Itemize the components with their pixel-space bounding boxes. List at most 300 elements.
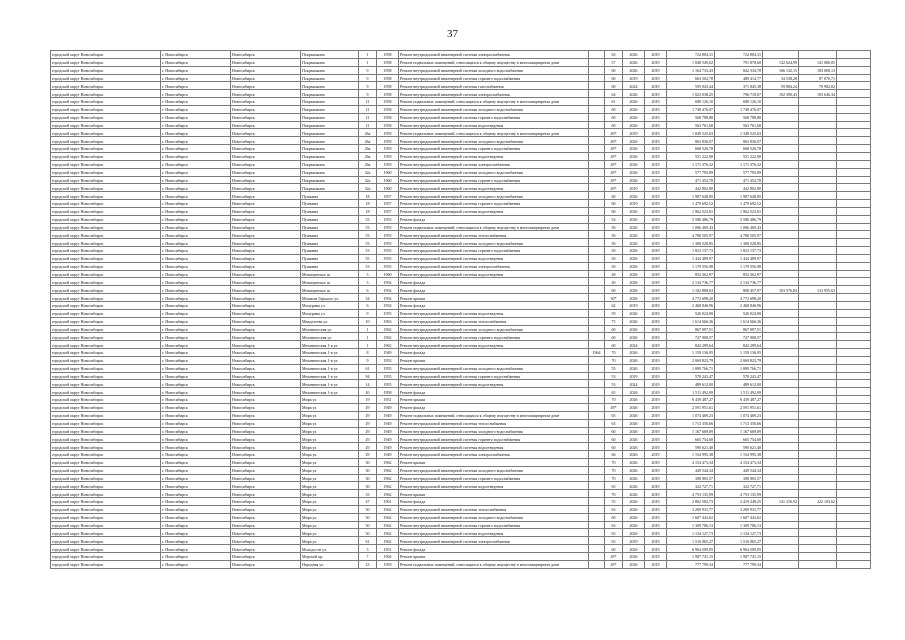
cell-house-number: 34 bbox=[359, 294, 377, 302]
cell-extra-amount bbox=[837, 215, 871, 223]
cell-house-number: 94 bbox=[359, 372, 377, 380]
cell-owner-amount bbox=[799, 443, 837, 451]
table-row bbox=[51, 349, 871, 357]
cell-work-type: Ремонт фасада bbox=[399, 388, 589, 396]
cell-street: Покрышкина bbox=[301, 176, 359, 184]
cell-reconstruction-year bbox=[589, 121, 605, 129]
cell-house-number: 26а bbox=[359, 160, 377, 168]
cell-total-cost: 852 362,97 bbox=[667, 270, 715, 278]
cell-fund-amount: 842 334,78 bbox=[715, 66, 763, 74]
cell-work-type: Ремонт внутридомовой инженерной системы холодного водоснабжения bbox=[399, 239, 589, 247]
cell-extra-amount bbox=[837, 380, 871, 388]
cell-work-type: Ремонт внутридомовой инженерной системы водоотведения bbox=[399, 443, 589, 451]
cell-house-number: 30 bbox=[359, 458, 377, 466]
cell-reconstruction-year bbox=[589, 247, 605, 255]
cell-house-number: 29 bbox=[359, 435, 377, 443]
cell-build-year: 1954 bbox=[377, 302, 399, 310]
cell-house-number: 20 bbox=[359, 388, 377, 396]
cell-owner-amount: 141 086,05 bbox=[799, 58, 837, 66]
cell-fact-year: 2019 bbox=[645, 66, 667, 74]
cell-fund-amount: 1 159 136,95 bbox=[715, 349, 763, 357]
cell-build-year: 1951 bbox=[377, 545, 399, 553]
cell-municipality: городской округ Новосибирск bbox=[51, 325, 161, 333]
cell-settlement: г. Новосибирск bbox=[161, 74, 231, 82]
cell-house-number: 47 bbox=[359, 498, 377, 506]
cell-reconstruction-year bbox=[589, 364, 605, 372]
cell-wear-percent: 54 bbox=[605, 215, 623, 223]
cell-wear-percent: 60 bbox=[605, 427, 623, 435]
cell-municipality: городской округ Новосибирск bbox=[51, 427, 161, 435]
cell-total-cost: 1 713 356,66 bbox=[667, 419, 715, 427]
cell-build-year: 1955 bbox=[377, 239, 399, 247]
cell-house-number: 3 bbox=[359, 545, 377, 553]
cell-total-cost: 1 159 136,95 bbox=[667, 349, 715, 357]
cell-fact-year: 2019 bbox=[645, 309, 667, 317]
cell-budget-amount: 166 132,15 bbox=[763, 66, 799, 74]
cell-budget-amount bbox=[763, 505, 799, 513]
cell-wear-percent: 60 bbox=[605, 82, 623, 90]
cell-work-type: Ремонт внутридомовой инженерной системы теплоснабжения bbox=[399, 505, 589, 513]
cell-wear-percent: 55 bbox=[605, 364, 623, 372]
cell-street: Пушкина bbox=[301, 254, 359, 262]
cell-street: Мира ул. bbox=[301, 396, 359, 404]
cell-settlement: г. Новосибирск bbox=[161, 553, 231, 561]
cell-plan-year: 2026 bbox=[623, 90, 645, 98]
table-row bbox=[51, 380, 871, 388]
cell-settlement: г. Новосибирск bbox=[161, 411, 231, 419]
cell-plan-year: 2024 bbox=[623, 82, 645, 90]
cell-reconstruction-year bbox=[589, 443, 605, 451]
cell-extra-amount bbox=[837, 482, 871, 490]
cell-total-cost: 1 179 556,98 bbox=[667, 262, 715, 270]
cell-owner-amount bbox=[799, 168, 837, 176]
cell-reconstruction-year bbox=[589, 278, 605, 286]
cell-plan-year: 2019 bbox=[623, 200, 645, 208]
cell-build-year: 1960 bbox=[377, 168, 399, 176]
cell-build-year: 1958 bbox=[377, 82, 399, 90]
cell-street: Механическая 1-я ул. bbox=[301, 364, 359, 372]
cell-extra-amount bbox=[837, 152, 871, 160]
cell-extra-amount bbox=[837, 184, 871, 192]
cell-budget-amount bbox=[763, 356, 799, 364]
cell-plan-year: 2026 bbox=[623, 121, 645, 129]
cell-owner-amount bbox=[799, 137, 837, 145]
cell-build-year: 1955 bbox=[377, 364, 399, 372]
cell-total-cost: 1 300 528,85 bbox=[667, 239, 715, 247]
cell-wear-percent: 70 bbox=[605, 458, 623, 466]
cell-city: Новосибирск bbox=[231, 192, 301, 200]
cell-reconstruction-year bbox=[589, 309, 605, 317]
cell-street: Механическая 1-я ул. bbox=[301, 372, 359, 380]
cell-build-year: 1949 bbox=[377, 349, 399, 357]
cell-work-type: Ремонт крыши bbox=[399, 396, 589, 404]
cell-work-type: Ремонт внутридомовой инженерной системы холодного водоснабжения bbox=[399, 192, 589, 200]
cell-fund-amount: 1 300 528,85 bbox=[715, 239, 763, 247]
cell-budget-amount bbox=[763, 388, 799, 396]
cell-wear-percent: 60 bbox=[605, 545, 623, 553]
cell-settlement: г. Новосибирск bbox=[161, 66, 231, 74]
cell-fund-amount: 563 761,68 bbox=[715, 121, 763, 129]
cell-wear-percent: 49* bbox=[605, 176, 623, 184]
cell-plan-year: 2026 bbox=[623, 317, 645, 325]
cell-work-type: Ремонт внутридомовой инженерной системы водоотведения bbox=[399, 341, 589, 349]
table-row bbox=[51, 529, 871, 537]
cell-house-number: 29 bbox=[359, 411, 377, 419]
cell-work-type: Ремонт внутридомовой инженерной системы горячего водоснабжения bbox=[399, 435, 589, 443]
cell-owner-amount bbox=[799, 309, 837, 317]
cell-plan-year: 2026 bbox=[623, 513, 645, 521]
cell-plan-year: 2026 bbox=[623, 466, 645, 474]
table-row bbox=[51, 396, 871, 404]
cell-work-type: Ремонт внутридомовой инженерной системы водоотведения bbox=[399, 270, 589, 278]
cell-settlement: г. Новосибирск bbox=[161, 145, 231, 153]
cell-build-year: 1949 bbox=[377, 411, 399, 419]
cell-fact-year: 2019 bbox=[645, 223, 667, 231]
cell-municipality: городской округ Новосибирск bbox=[51, 239, 161, 247]
cell-municipality: городской округ Новосибирск bbox=[51, 58, 161, 66]
cell-fund-amount: 4 753 135,99 bbox=[715, 490, 763, 498]
cell-owner-amount: 222 103,62 bbox=[799, 498, 837, 506]
cell-plan-year: 2026 bbox=[623, 113, 645, 121]
cell-fund-amount: 398 805,57 bbox=[715, 474, 763, 482]
cell-fact-year: 2019 bbox=[645, 403, 667, 411]
cell-total-cost: 489 612,00 bbox=[667, 380, 715, 388]
cell-street: Покрышкина bbox=[301, 160, 359, 168]
cell-fund-amount: 1 179 556,98 bbox=[715, 262, 763, 270]
cell-budget-amount bbox=[763, 474, 799, 482]
cell-budget-amount bbox=[763, 113, 799, 121]
table-row bbox=[51, 560, 871, 568]
cell-build-year: 1955 bbox=[377, 231, 399, 239]
cell-street: Покрышкина bbox=[301, 129, 359, 137]
cell-fund-amount: 551 222,90 bbox=[715, 152, 763, 160]
cell-fact-year: 2019 bbox=[645, 192, 667, 200]
cell-house-number: 61 bbox=[359, 364, 377, 372]
table-row bbox=[51, 278, 871, 286]
cell-settlement: г. Новосибирск bbox=[161, 215, 231, 223]
cell-city: Новосибирск bbox=[231, 51, 301, 59]
cell-fund-amount: 668 520,78 bbox=[715, 145, 763, 153]
cell-city: Новосибирск bbox=[231, 545, 301, 553]
cell-house-number: 1 bbox=[359, 51, 377, 59]
cell-plan-year: 2026 bbox=[623, 482, 645, 490]
cell-fund-amount: 489 612,00 bbox=[715, 380, 763, 388]
cell-extra-amount bbox=[837, 121, 871, 129]
cell-build-year: 1962 bbox=[377, 513, 399, 521]
cell-extra-amount bbox=[837, 443, 871, 451]
table-row bbox=[51, 121, 871, 129]
cell-house-number: 11 bbox=[359, 121, 377, 129]
cell-budget-amount bbox=[763, 239, 799, 247]
cell-reconstruction-year bbox=[589, 90, 605, 98]
cell-budget-amount bbox=[763, 349, 799, 357]
cell-work-type: Ремонт внутридомовой инженерной системы теплоснабжения bbox=[399, 419, 589, 427]
cell-street: Мира ул. bbox=[301, 474, 359, 482]
cell-street: Мира ул. bbox=[301, 482, 359, 490]
cell-extra-amount bbox=[837, 168, 871, 176]
cell-fact-year: 2019 bbox=[645, 364, 667, 372]
table-row bbox=[51, 152, 871, 160]
cell-wear-percent: 62 bbox=[605, 302, 623, 310]
cell-build-year: 1958 bbox=[377, 51, 399, 59]
cell-owner-amount bbox=[799, 341, 837, 349]
cell-municipality: городской округ Новосибирск bbox=[51, 553, 161, 561]
cell-work-type: Ремонт фасада bbox=[399, 403, 589, 411]
cell-settlement: г. Новосибирск bbox=[161, 231, 231, 239]
cell-plan-year: 2026 bbox=[623, 419, 645, 427]
table-row bbox=[51, 247, 871, 255]
cell-house-number: 33 bbox=[359, 490, 377, 498]
cell-reconstruction-year bbox=[589, 51, 605, 59]
cell-build-year: 1962 bbox=[377, 466, 399, 474]
cell-city: Новосибирск bbox=[231, 388, 301, 396]
cell-total-cost: 863 836,97 bbox=[667, 137, 715, 145]
cell-plan-year: 2026 bbox=[623, 490, 645, 498]
cell-settlement: г. Новосибирск bbox=[161, 239, 231, 247]
cell-extra-amount bbox=[837, 278, 871, 286]
cell-build-year: 1959 bbox=[377, 152, 399, 160]
table-row bbox=[51, 364, 871, 372]
cell-total-cost: 1 823 137,73 bbox=[667, 247, 715, 255]
table-row bbox=[51, 341, 871, 349]
cell-city: Новосибирск bbox=[231, 419, 301, 427]
cell-owner-amount bbox=[799, 145, 837, 153]
cell-work-type: Ремонт крыши bbox=[399, 553, 589, 561]
cell-owner-amount bbox=[799, 278, 837, 286]
cell-street: Покрышкина bbox=[301, 90, 359, 98]
cell-house-number: 50 bbox=[359, 521, 377, 529]
cell-house-number: 3 bbox=[359, 270, 377, 278]
cell-settlement: г. Новосибирск bbox=[161, 105, 231, 113]
cell-wear-percent: 49* bbox=[605, 160, 623, 168]
cell-street: Пушкина bbox=[301, 215, 359, 223]
cell-fund-amount: 442 802,90 bbox=[715, 184, 763, 192]
cell-municipality: городской округ Новосибирск bbox=[51, 466, 161, 474]
cell-extra-amount bbox=[837, 223, 871, 231]
cell-plan-year: 2026 bbox=[623, 545, 645, 553]
cell-settlement: г. Новосибирск bbox=[161, 294, 231, 302]
cell-budget-amount bbox=[763, 152, 799, 160]
cell-wear-percent: 48 bbox=[605, 270, 623, 278]
cell-build-year: 1962 bbox=[377, 537, 399, 545]
cell-house-number: 53 bbox=[359, 223, 377, 231]
cell-owner-amount bbox=[799, 325, 837, 333]
cell-reconstruction-year bbox=[589, 403, 605, 411]
cell-total-cost: 577 795,89 bbox=[667, 168, 715, 176]
cell-reconstruction-year bbox=[589, 427, 605, 435]
cell-city: Новосибирск bbox=[231, 451, 301, 459]
cell-settlement: г. Новосибирск bbox=[161, 356, 231, 364]
cell-work-type: Ремонт внутридомовой инженерной системы холодного водоснабжения bbox=[399, 66, 589, 74]
cell-fact-year: 2019 bbox=[645, 427, 667, 435]
cell-fact-year: 2019 bbox=[645, 184, 667, 192]
cell-street: Пушкина bbox=[301, 262, 359, 270]
cell-house-number: 9 bbox=[359, 74, 377, 82]
cell-build-year: 1955 bbox=[377, 215, 399, 223]
cell-municipality: городской округ Новосибирск bbox=[51, 223, 161, 231]
cell-fund-amount: 471 452,78 bbox=[715, 176, 763, 184]
cell-wear-percent: 49* bbox=[605, 553, 623, 561]
cell-house-number: 8 bbox=[359, 349, 377, 357]
cell-plan-year: 2026 bbox=[623, 474, 645, 482]
cell-fact-year: 2019 bbox=[645, 231, 667, 239]
table-row bbox=[51, 419, 871, 427]
cell-reconstruction-year bbox=[589, 341, 605, 349]
cell-fund-amount: 371 845,38 bbox=[715, 82, 763, 90]
table-row bbox=[51, 137, 871, 145]
cell-build-year: 1958 bbox=[377, 98, 399, 106]
cell-fund-amount: 1 066 469,43 bbox=[715, 223, 763, 231]
cell-settlement: г. Новосибирск bbox=[161, 403, 231, 411]
cell-city: Новосибирск bbox=[231, 341, 301, 349]
cell-municipality: городской округ Новосибирск bbox=[51, 192, 161, 200]
cell-budget-amount: 102 390,43 bbox=[763, 90, 799, 98]
cell-owner-amount bbox=[799, 411, 837, 419]
table-row bbox=[51, 98, 871, 106]
cell-build-year: 1958 bbox=[377, 58, 399, 66]
cell-fact-year: 2019 bbox=[645, 466, 667, 474]
cell-owner-amount: 103 646,34 bbox=[799, 90, 837, 98]
cell-wear-percent: 70 bbox=[605, 356, 623, 364]
cell-fund-amount: 863 836,97 bbox=[715, 137, 763, 145]
cell-street: Пушкина bbox=[301, 247, 359, 255]
table-row bbox=[51, 262, 871, 270]
cell-budget-amount bbox=[763, 411, 799, 419]
cell-street: Покрышкина bbox=[301, 98, 359, 106]
cell-fact-year: 2019 bbox=[645, 98, 667, 106]
cell-reconstruction-year bbox=[589, 537, 605, 545]
cell-budget-amount bbox=[763, 435, 799, 443]
cell-build-year: 1955 bbox=[377, 380, 399, 388]
cell-extra-amount bbox=[837, 270, 871, 278]
cell-fund-amount: 2 069 823,79 bbox=[715, 356, 763, 364]
cell-budget-amount bbox=[763, 98, 799, 106]
cell-work-type: Ремонт подвальных помещений, относящихся к общему имуществу в многоквартирном доме bbox=[399, 129, 589, 137]
cell-fact-year: 2019 bbox=[645, 200, 667, 208]
cell-reconstruction-year bbox=[589, 254, 605, 262]
cell-street: Покрышкина bbox=[301, 51, 359, 59]
cell-work-type: Ремонт внутридомовой инженерной системы горячего водоснабжения bbox=[399, 521, 589, 529]
cell-budget-amount bbox=[763, 247, 799, 255]
cell-city: Новосибирск bbox=[231, 286, 301, 294]
cell-work-type: Ремонт внутридомовой инженерной системы холодного водоснабжения bbox=[399, 105, 589, 113]
cell-owner-amount bbox=[799, 435, 837, 443]
cell-fund-amount: 4 780 505,97 bbox=[715, 231, 763, 239]
cell-municipality: городской округ Новосибирск bbox=[51, 356, 161, 364]
cell-street: Покрышкина bbox=[301, 113, 359, 121]
cell-city: Новосибирск bbox=[231, 90, 301, 98]
table-row bbox=[51, 215, 871, 223]
table-row bbox=[51, 443, 871, 451]
table-row bbox=[51, 145, 871, 153]
cell-house-number: 30 bbox=[359, 466, 377, 474]
cell-city: Новосибирск bbox=[231, 231, 301, 239]
cell-plan-year: 2019 bbox=[623, 74, 645, 82]
cell-municipality: городской округ Новосибирск bbox=[51, 168, 161, 176]
cell-municipality: городской округ Новосибирск bbox=[51, 396, 161, 404]
cell-owner-amount bbox=[799, 372, 837, 380]
cell-city: Новосибирск bbox=[231, 137, 301, 145]
cell-fact-year: 2019 bbox=[645, 443, 667, 451]
cell-work-type: Ремонт внутридомовой инженерной системы водоотведения bbox=[399, 529, 589, 537]
cell-extra-amount bbox=[837, 325, 871, 333]
cell-build-year: 1960 bbox=[377, 184, 399, 192]
cell-budget-amount bbox=[763, 51, 799, 59]
cell-owner-amount bbox=[799, 98, 837, 106]
cell-extra-amount bbox=[837, 537, 871, 545]
cell-wear-percent: 50 bbox=[605, 254, 623, 262]
cell-extra-amount bbox=[837, 403, 871, 411]
cell-work-type: Ремонт крыши bbox=[399, 490, 589, 498]
cell-plan-year: 2026 bbox=[623, 333, 645, 341]
cell-build-year: 1959 bbox=[377, 145, 399, 153]
cell-total-cost: 663 502,78 bbox=[667, 74, 715, 82]
cell-budget-amount bbox=[763, 403, 799, 411]
cell-settlement: г. Новосибирск bbox=[161, 184, 231, 192]
cell-plan-year: 2019 bbox=[623, 302, 645, 310]
cell-wear-percent: 60 bbox=[605, 192, 623, 200]
cell-settlement: г. Новосибирск bbox=[161, 419, 231, 427]
cell-city: Новосибирск bbox=[231, 98, 301, 106]
cell-build-year: 1958 bbox=[377, 105, 399, 113]
cell-municipality: городской округ Новосибирск bbox=[51, 145, 161, 153]
cell-owner-amount bbox=[799, 200, 837, 208]
cell-budget-amount: 59 884,24 bbox=[763, 82, 799, 90]
cell-budget-amount bbox=[763, 317, 799, 325]
cell-municipality: городской округ Новосибирск bbox=[51, 90, 161, 98]
table-body bbox=[51, 51, 871, 569]
cell-budget-amount bbox=[763, 121, 799, 129]
cell-owner-amount bbox=[799, 223, 837, 231]
cell-settlement: г. Новосибирск bbox=[161, 325, 231, 333]
cell-plan-year: 2026 bbox=[623, 427, 645, 435]
cell-budget-amount bbox=[763, 341, 799, 349]
table-row bbox=[51, 317, 871, 325]
cell-budget-amount bbox=[763, 137, 799, 145]
cell-street: Народная ул. bbox=[301, 560, 359, 568]
table-row bbox=[51, 482, 871, 490]
cell-total-cost: 2 134 736,77 bbox=[667, 278, 715, 286]
cell-budget-amount bbox=[763, 325, 799, 333]
cell-reconstruction-year bbox=[589, 105, 605, 113]
cell-fact-year: 2019 bbox=[645, 207, 667, 215]
cell-extra-amount bbox=[837, 349, 871, 357]
cell-plan-year: 2026 bbox=[623, 451, 645, 459]
cell-fact-year: 2019 bbox=[645, 247, 667, 255]
cell-fact-year: 2019 bbox=[645, 435, 667, 443]
cell-municipality: городской округ Новосибирск bbox=[51, 105, 161, 113]
table-row bbox=[51, 90, 871, 98]
cell-wear-percent: 60 bbox=[605, 113, 623, 121]
table-row bbox=[51, 333, 871, 341]
cell-build-year: 1958 bbox=[377, 74, 399, 82]
cell-street: Покрышкина bbox=[301, 152, 359, 160]
cell-fund-amount: 590 621,40 bbox=[715, 443, 763, 451]
cell-house-number: 32а bbox=[359, 184, 377, 192]
cell-extra-amount bbox=[837, 105, 871, 113]
cell-budget-amount bbox=[763, 302, 799, 310]
cell-total-cost: 1 167 669,09 bbox=[667, 427, 715, 435]
cell-plan-year: 2026 bbox=[623, 396, 645, 404]
cell-total-cost: 3 269 931,77 bbox=[667, 505, 715, 513]
cell-total-cost: 668 520,78 bbox=[667, 145, 715, 153]
cell-house-number: 32а bbox=[359, 168, 377, 176]
cell-extra-amount bbox=[837, 90, 871, 98]
cell-total-cost: 1 154 995,38 bbox=[667, 451, 715, 459]
cell-fund-amount: 1 089 766,71 bbox=[715, 364, 763, 372]
cell-build-year: 1959 bbox=[377, 160, 399, 168]
cell-city: Новосибирск bbox=[231, 372, 301, 380]
